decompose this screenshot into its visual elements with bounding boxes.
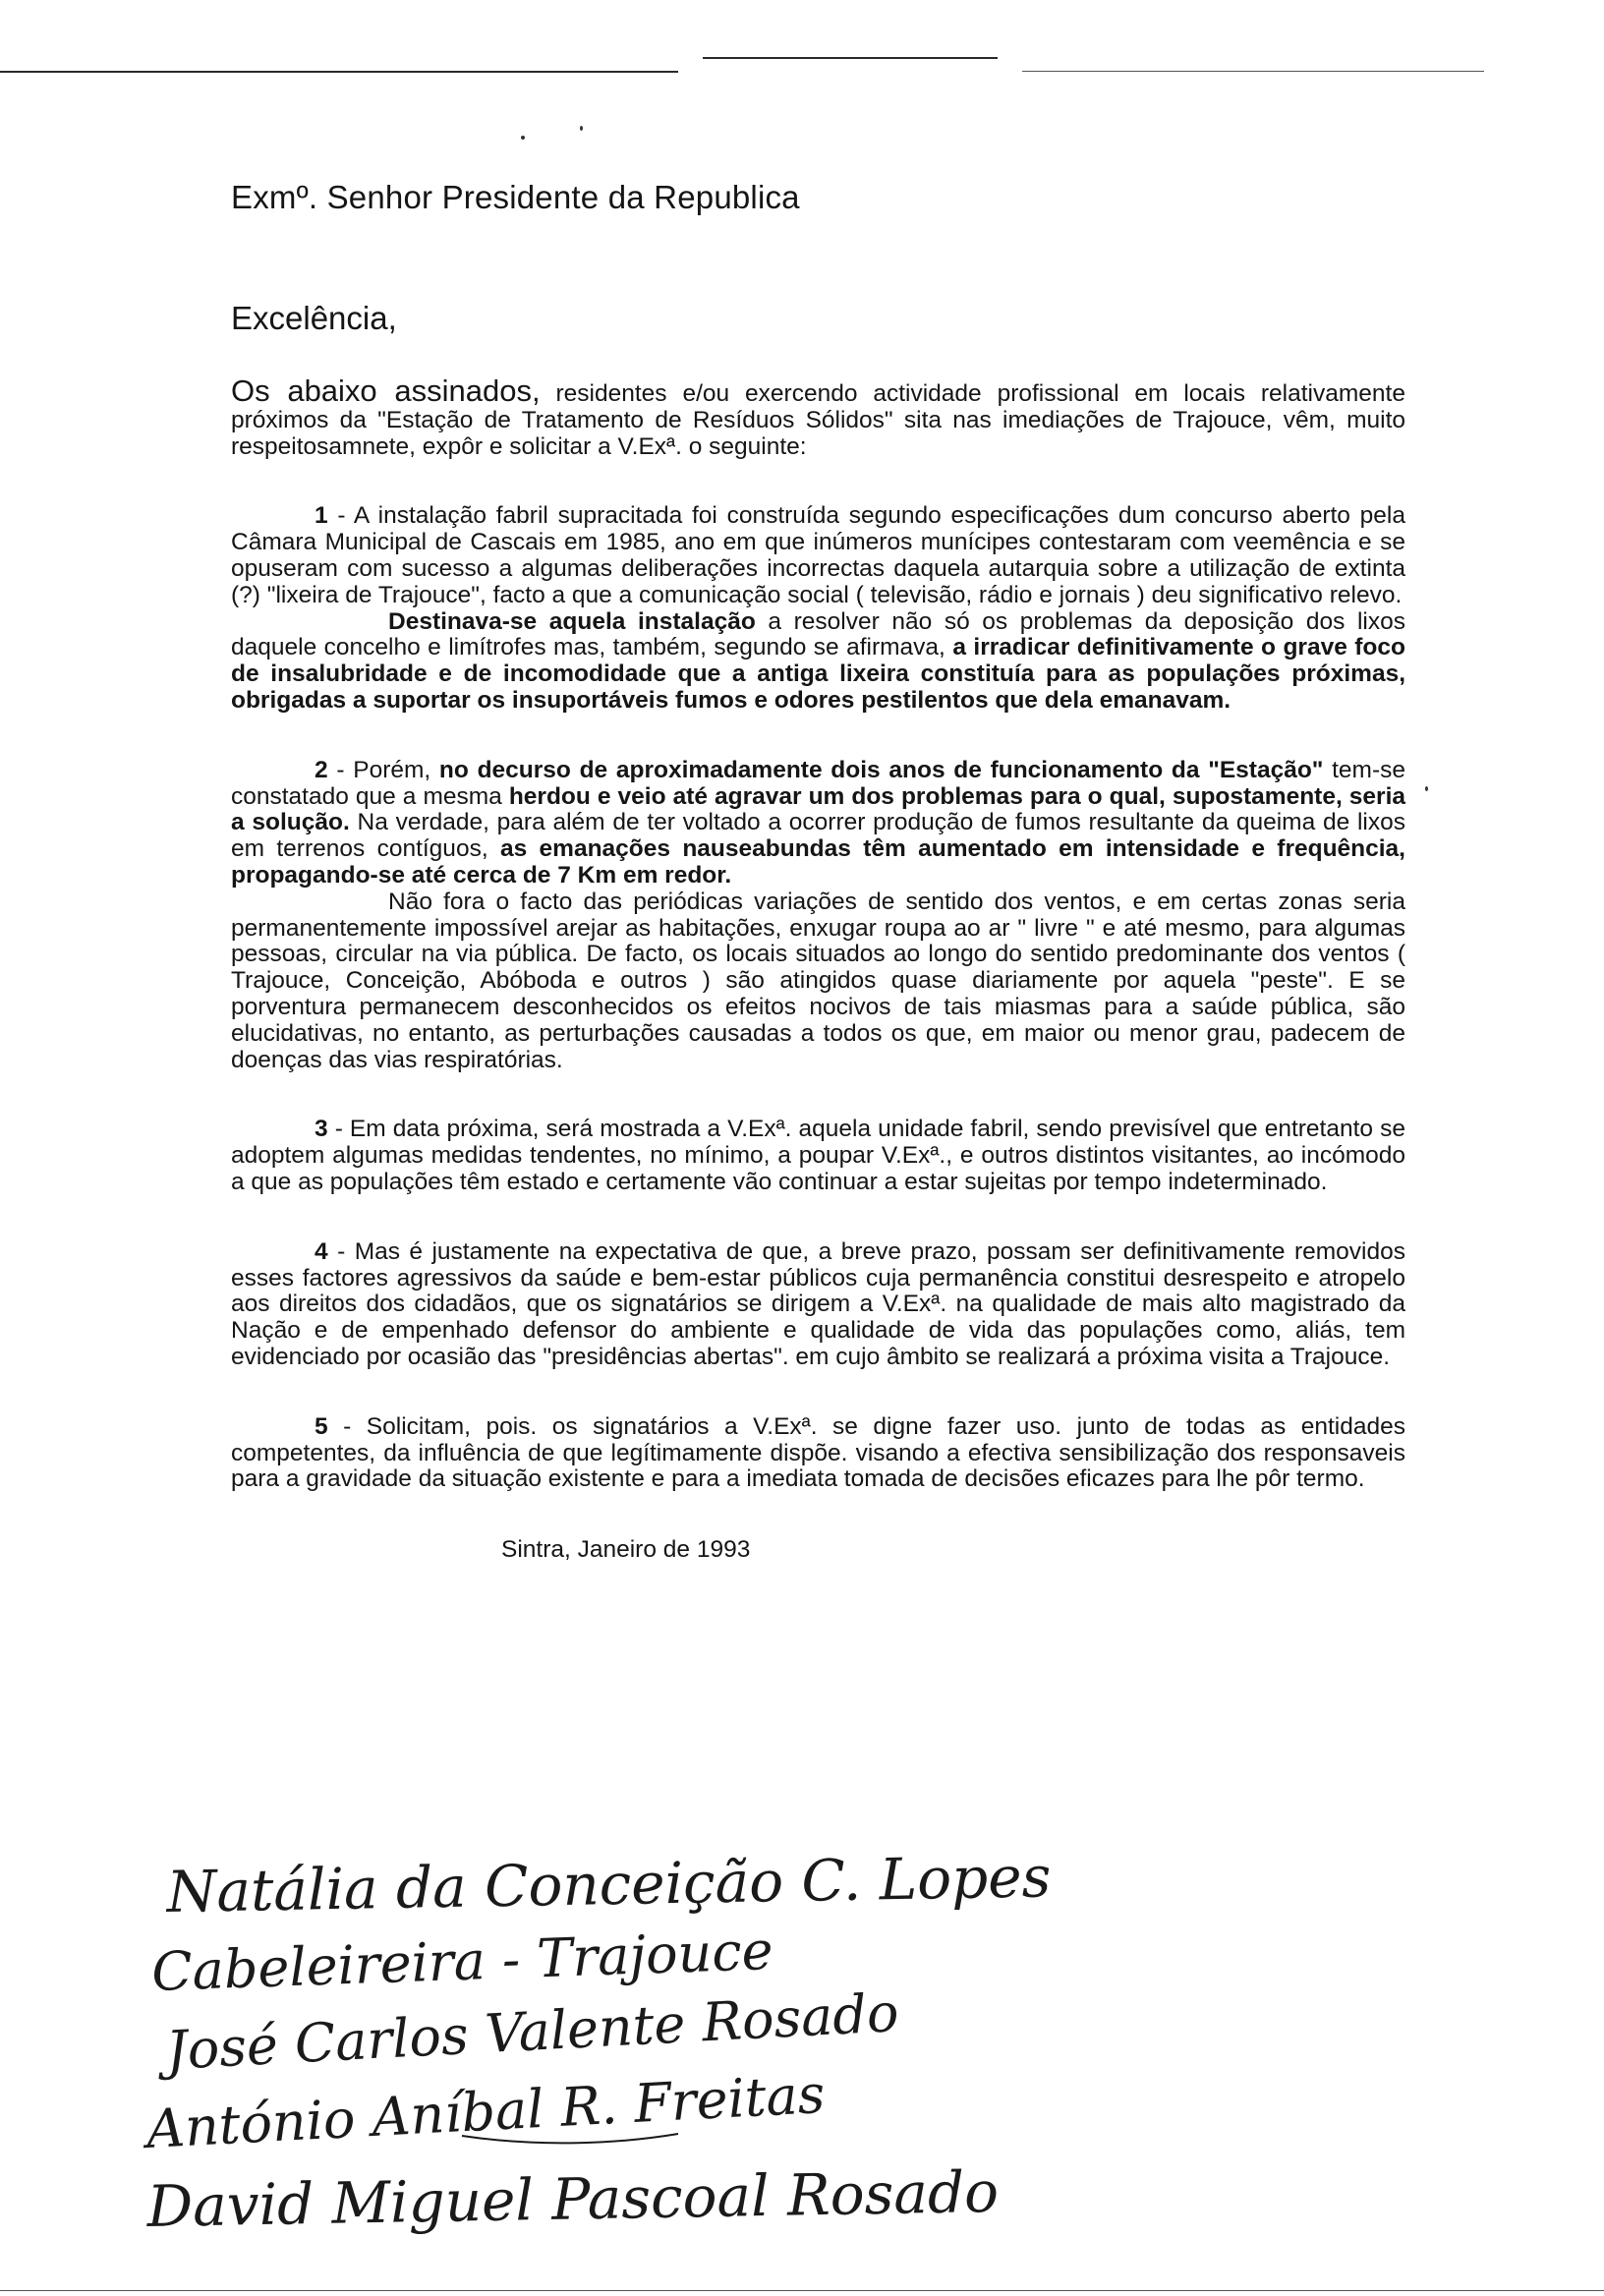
salutation: Exmº. Senhor Presidente da Republica	[231, 179, 800, 215]
paragraph-text: a resolver não só os problemas da deposição dos lixos daquele concelho e limítrofes mas, também, segundo se afirmava,	[231, 607, 1406, 661]
signature-3: José Carlos Valente Rosado	[164, 1981, 900, 2082]
scan-top-line-center	[703, 57, 998, 59]
paragraph-text: - Solicitam, pois. os signatários a V.Exª. se digne fazer uso. junto de todas as entidades competentes, da influência de que legítimamente dispõe. visando a efectiva sensibilização dos responsaveis para a gravidade da situação existente e para a imediata tomada de decisões eficazes para lhe pôr termo.	[231, 1412, 1405, 1493]
handwritten-signatures	[128, 1853, 1111, 2266]
paragraph-text: tem-se constatado que a mesma	[231, 756, 1405, 810]
signature-4: António Aníbal R. Freitas	[144, 2062, 827, 2160]
paragraph-4	[231, 1239, 1405, 1371]
paragraph-1b	[231, 609, 1405, 715]
paragraph-number: 2	[315, 756, 328, 783]
emphasis-text: no decurso de aproximadamente dois anos de funcionamento da "Estação"	[438, 756, 1324, 783]
paragraph-text: Não fora o facto das periódicas variações de sentido dos ventos, e em certas zonas seria permanentemente impossível arejar as habitações, enxugar roupa ao ar " livre " e até mesmo, para algumas pessoas, circular na via pública. De facto, os locais situados ao longo do sentido predominante dos ventos ( Trajouce, Conceição, Abóboda e outros ) são atingidos quase diariamente por aquela "peste". E se porventura permanecem desconhecidos os efeitos nocivos de tais miasmas para a saúde pública, são elucidativas, no entanto, as perturbações causadas a todos os que, em maior ou menor grau, padecem de doenças das vias respiratórias.	[231, 888, 1405, 1073]
signature-1: Natália da Conceição C. Lopes	[166, 1853, 1052, 1925]
intro-text: residentes e/ou exercendo actividade profissional em locais relativamente próximos da "Estação de Tratamento de Resíduos Sólidos" sita nas imediações de Trajouce, vêm, muito respeitosamnete, expôr e solicitar a V.Exª. o seguinte:	[231, 380, 1405, 460]
scan-top-line-left	[0, 71, 678, 73]
paragraph-number: 1	[315, 502, 328, 530]
emphasis-text: a irradicar definitivamente o grave foco de insalubridade e de incomodidade que a antiga lixeira constituía para as populações próximas, obrigadas a suportar os insuportáveis fumos e odores pestilentos que dela emanavam.	[231, 634, 1405, 714]
greeting: Excelência,	[231, 300, 397, 336]
paragraph-text: - A instalação fabril supracitada foi construída segundo especificações dum concurso aberto pela Câmara Municipal de Cascais em 1985, ano em que inúmeros munícipes contestaram com veemência e se opuseram com sucesso a algumas deliberações incorrectas daquela autarquia sobre a utilização de extinta (?) "lixeira de Trajouce", facto a que a comunicação social ( televisão, rádio e jornais ) deu significativo relevo.	[231, 502, 1405, 608]
place-date: Sintra, Janeiro de 1993	[501, 1536, 751, 1564]
signatures-drawing	[128, 1853, 1111, 2266]
paragraph-1	[231, 503, 1405, 608]
paragraph-3	[231, 1117, 1405, 1195]
intro-lead: Os abaixo assinados,	[231, 373, 541, 408]
scan-speck	[521, 136, 525, 140]
paragraph-2	[231, 758, 1405, 890]
emphasis-text: Destinava-se aquela instalação	[388, 607, 756, 635]
scan-top-line-right	[1022, 71, 1484, 72]
scan-speck	[1425, 786, 1428, 791]
paragraph-number: 3	[315, 1116, 328, 1143]
scan-speck	[580, 126, 583, 131]
emphasis-text: as emanações nauseabundas têm aumentado em intensidade e frequência, propagando-se até cerca de 7 Km em redor.	[231, 835, 1405, 889]
paragraph-text: - Mas é justamente na expectativa de que, a breve prazo, possam ser definitivamente removidos esses factores agressivos da saúde e bem-estar públicos cuja permanência constitui desrespeito e atropelo aos direitos dos cidadãos, que os signatários se dirigem a V.Exª. na qualidade de mais alto magistrado da Nação e de empenhado defensor do ambiente e qualidade de vida das populações como, aliás, tem evidenciado por ocasião das "presidências abertas". em cujo âmbito se realizará a próxima visita a Trajouce.	[231, 1237, 1405, 1370]
paragraph-number: 4	[315, 1237, 328, 1265]
intro-paragraph	[231, 373, 1405, 460]
paragraph-text: - Porém,	[327, 756, 439, 783]
paragraph-2b	[231, 890, 1405, 1074]
paragraph-number: 5	[315, 1412, 328, 1440]
emphasis-text: herdou e veio até agravar um dos problemas para o qual, supostamente, seria a solução.	[231, 782, 1405, 836]
letter-page	[231, 167, 1405, 1564]
paragraph-text: - Em data próxima, será mostrada a V.Exª. aquela unidade fabril, sendo previsível que entretanto se adoptem algumas medidas tendentes, no mínimo, a poupar V.Exª., e outros distintos visitantes, ao incómodo a que as populações têm estado e certamente vão continuar a estar sujeitas por tempo indeterminado.	[231, 1116, 1405, 1195]
paragraph-5	[231, 1414, 1405, 1493]
signature-5: David Miguel Pascoal Rosado	[146, 2157, 1000, 2240]
scan-bottom-line	[0, 2290, 1604, 2291]
paragraph-text: Na verdade, para além de ter voltado a ocorrer produção de fumos resultante da queima de lixos em terrenos contíguos,	[231, 809, 1405, 863]
signature-2: Cabeleireira - Trajouce	[150, 1919, 774, 2003]
